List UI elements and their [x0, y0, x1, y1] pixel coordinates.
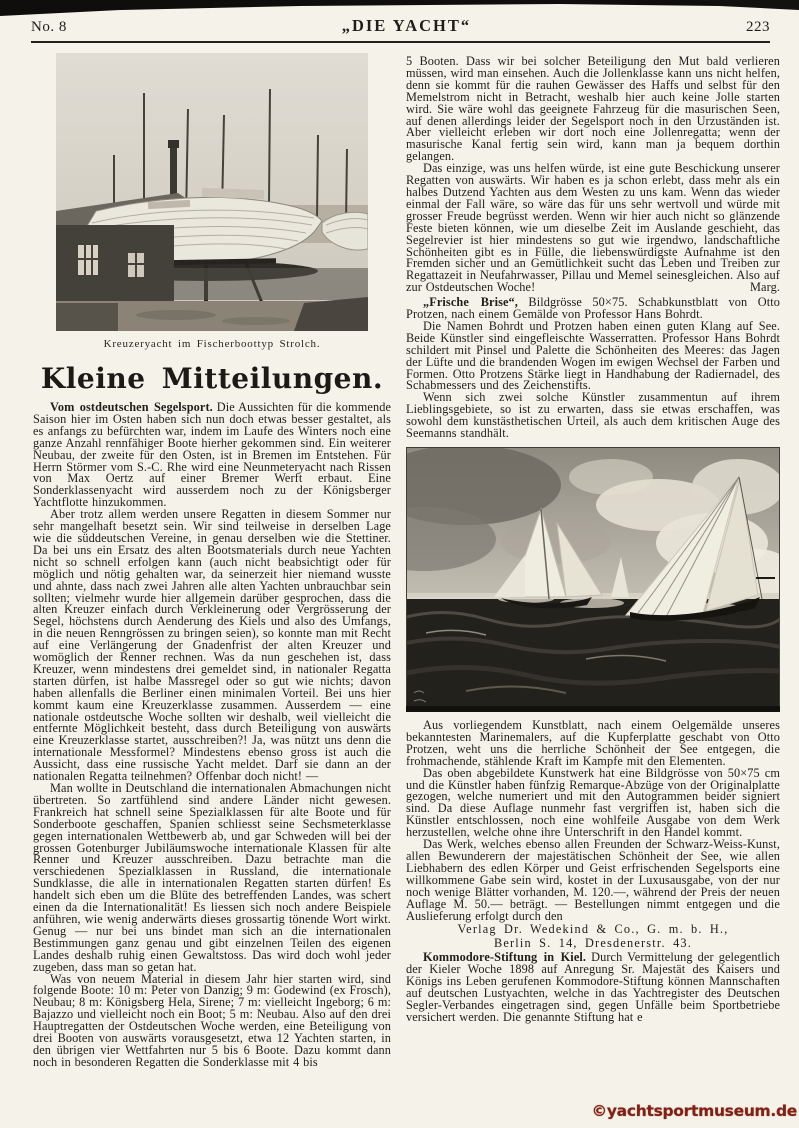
paragraph: [406, 163, 780, 294]
paragraph-text: Was von neuem Material in diesem Jahr hier starten wird, sind folgende Boote: 10 m: Peter von Danzig; 9 m: Godewind (ex Frosch), Neubau; 8 m: Königsberg Hela, Sirene; 7 m: vielleicht Ingeborg; 6 m: Bajazzo und vielleicht noch ein Boot; 5 m: Neubau. Also auf den drei Hauptregatten der Ostdeutschen Woche werden, eine Beteiligung von drei Booten von auswärts vorausgesetzt, etwa 12 Yachten starten, in den übrigen vier Wettfahrten nur 5 bis 6 Boote. Dazu kommt dann noch in besonderen Regatten die Sonderklasse mit 4 bis: [33, 971, 391, 1069]
journal-title: „DIE YACHT“: [341, 16, 472, 35]
paragraph: [33, 509, 391, 783]
photo-bottom-edge: [406, 706, 780, 712]
paragraph: [33, 971, 391, 1069]
paragraph-segelsport: [33, 402, 391, 509]
publisher-line-2: Berlin S. 14, Dresdenerstr. 43.: [493, 935, 693, 950]
author-signature: Marg.: [750, 280, 780, 295]
issue-number: No. 8: [31, 19, 67, 35]
paragraph: [406, 839, 780, 922]
page-number: 223: [746, 19, 770, 35]
paragraph-text: Das einzige, was uns helfen würde, ist eine gute Beschickung unserer Regatten von auswärts. Wir haben es ja schon erlebt, dass mehr als ein halbes Dutzend Yachten aus dem Westen zu uns kam. Wenn das wieder einmal der Fall wäre, so wäre das für uns sehr wertvoll und würde mit grosser Freude begrüsst werden. Wenn wir hier auch nicht so glänzende Feste bieten können, wie um dieselbe Zeit im Auslande geschieht, das Segelrevier ist hier mindestens so gut wie irgendwo, landschaftliche Schönheiten gibt es in Fülle, die liebenswürdigste Aufnahme ist den Fremden sicher und an Gemütlichkeit sucht das Leben und Treiben zur Regattazeit in Neufahrwasser, Pillau und Memel seinesgleichen. Also auf zur Ostdeutschen Woche!: [406, 161, 780, 295]
paragraph-text: Die Aussichten für die kommende Saison hier im Osten haben sich nun doch etwas besser gestaltet, als es anfangs zu befürchten war, indem im Laufe des Winters noch eine ganze Anzahl rennfähiger Boote hierher gekommen sind. Ein weiterer Neubau, der zweite für den Osten, ist in Bremen im Entstehen. Für Herrn Störmer vom S.-C. Rhe wird eine Neunmeteryacht nach Rissen von Max Oertz auf einer Bremer Werft erbaut. Eine Sonderklassenyacht wird ausserdem noch zu der Königsberger Yachtflotte hinzukommen.: [33, 400, 391, 510]
paragraph-text: Durch Vermittelung der gelegentlich der Kieler Woche 1898 auf Anregung Sr. Majestät des Kaisers und Königs ins Leben gerufenen Kommodore-Stiftung können Mannschaften auf deutschen Lustyachten, welche in das Yachtregister des Deutschen Segler-Verbandes eingetragen sind, gegen Unfälle beim Sportbetriebe versichert werden. Die genannte Stiftung hat e: [406, 950, 780, 1024]
paragraph-text: Wenn sich zwei solche Künstler zusammentun auf ihrem Lieblingsgebiete, so ist zu erwarten, dass sie etwas erschaffen, was sowohl dem kunstästhetischen Urteil, als auch dem kritischen Auge des Seemanns standhält.: [406, 390, 780, 441]
page-header: [31, 0, 770, 43]
boatyard-photo-image: [56, 53, 368, 331]
paragraph: [33, 783, 391, 974]
paragraph-lead: „Frische Brise“,: [423, 295, 518, 310]
paragraph-text: 5 Booten. Dass wir bei solcher Beteiligung den Mut bald verlieren müssen, wird man einsehen. Auch die Jollenklasse kann uns nicht helfen, denn sie kommt für die rauhen Gewässer des Haffs und selbst für den Memelstrom nicht in Betracht, weshalb hier auch keine Jolle starten wird. Sie wäre wohl das geeignete Fahrzeug für die masurischen Seen, auf denen allerdings leider der Segelsport noch in den Urzuständen ist. Aber vielleicht erleben wir dort noch eine Jollenregatta; wenn der masurische Kanal fertig sein wird, kann man ja bequem dorthin gelangen.: [406, 54, 780, 164]
paragraph-text: Bildgrösse 50×75. Schabkunstblatt von Otto Protzen, nach einem Gemälde von Professor Hans Bohrdt.: [406, 295, 780, 322]
section-heading: Kleine Mitteilungen.: [40, 362, 384, 395]
watermark-yachtsportmuseum: ©yachtsportmuseum.de: [591, 1102, 797, 1120]
right-column: [406, 53, 780, 1069]
two-column-layout: [0, 43, 799, 1069]
sea: [406, 599, 780, 712]
paragraph-text: Das Werk, welches ebenso allen Freunden der Schwarz-Weiss-Kunst, allen Bewunderern der majestätischen Schönheit der See, wie allen Liebhabern des edlen Körper und Geist erfrischenden Segelsports eine willkommene Gabe sein wird, kostet in der Luxusausgabe, von der nur noch wenige Blätter vorhanden, M. 120.—, während der Preis der neuen Auflage M. 50.— beträgt. — Bestellungen nimmt entgegen und die Auslieferung erfolgt durch den: [406, 837, 780, 923]
boatyard-photo: [56, 53, 368, 331]
paragraph-frische-brise: [406, 297, 780, 321]
paragraph: [406, 318, 780, 393]
paragraph-text: Man wollte in Deutschland die internationalen Abmachungen nicht übertreten. So zartfühlend sind andere Länder nicht gewesen. Frankreich hat schnell seine Spezialklassen für alte Boote und für Sonderboote geschaffen, Spanien schliesst seine Sechsmeterklasse gegen internationalen Wettbewerb ab, und gar Schweden will bei der grossen Gotenburger Jubiläumswoche internationale Klassen für alte Renner und Kreuzer ausschreiben. Dazu betrachte man die verschiedenen Spezialklassen in Russland, die internationale Sundklasse, die alle in internationalen Regatten starten dürfen! Es handelt sich eben um die Blüte des betreffenden Landes, was schert einen da die Internationalität! Es liessen sich noch andere Beispiele anführen, wie wenig anderwärts dieses grossartig tönende Wort wirkt. Genug — nur bei uns bindet man sich an die internationalen Bestimmungen ganz genau und gibt einzelnen Teilen des eigenen Landes deshalb ruhig einen Gewaltstoss. Das wird doch wohl jeder zugeben, dass man so getan hat.: [33, 781, 391, 974]
paragraph-kommodore-stiftung: [406, 952, 780, 1023]
paragraph-text: Die Namen Bohrdt und Protzen haben einen guten Klang auf See. Beide Künstler sind eingefleischte Wasserratten. Professor Hans Bohrdt schildert mit Pinsel und Palette die Schönheiten des Meeres: das Jagen der Lüfte und die brandenden Wogen im ewigen Wechsel der Farben und Formen. Otto Protzens Stärke liegt in Handhabung der Radiernadel, des Schabmessers und des Zeichenstifts.: [406, 318, 780, 393]
paragraph-text: Aus vorliegendem Kunstblatt, nach einem Oelgemälde unseres bekanntesten Marinemalers, auf die Kupferplatte geschabt von Otto Protzen, weht uns die herrliche Schönheit der See entgegen, die frohmachende, stählende Kraft im Kampfe mit den Elementen.: [406, 718, 780, 768]
paragraph-text: Aber trotz allem werden unsere Regatten in diesem Sommer nur sehr mangelhaft besetzt sein. Wir sind teilweise in derselben Lage wie die süddeutschen Vereine, in genau derselben wie die Stettiner. Da bei uns ein Ersatz des alten Bootsmaterials durch neue Yachten nicht so schnell erfolgen kann (auch nicht beabsichtigt oder für möglich und nötig gehalten war, da seinerzeit hier niemand wusste und ahnte, dass nach zwei Jahren alle alten Yachten unbrauchbar sein sollten; vielmehr wurde hier allgemein darüber gesprochen, dass die alten Kreuzer einfach durch Verkleinerung oder Vergrösserung der Segel, höchstens durch Aenderung des Kiels und also des Umfangs, in die neuen Renngrössen zu bringen seien), so konnte man mit Recht auf eine Verlängerung der Gnadenfrist der alten Kreuzer und womöglich der Renner rechnen. Was da nun geschehen ist, dass Kreuzer, wenn mindestens drei gemeldet sind, in nationaler Regatta starten dürfen, ist halbe Massregel oder so gut wie nichts; davon haben allenfalls die Berliner einen minimalen Vorteil. Bei uns hier kommt kaum eine Kreuzerklasse zusammen. Ausserdem — eine nationale ostdeutsche Woche sollten wir deshalb, weil vielleicht die entfernte Möglichkeit besteht, dass durch Beteiligung von auswärts eine Kreuzerklasse startet, ausschreiben?! Ja, was nützt uns denn die internationale Messformel? Mindestens ebenso gross ist auch die Aussicht, dass eine russische Yacht meldet. Darf sie dann an der nationalen Regatta teilnehmen? Offenbar doch nicht! —: [33, 507, 391, 784]
shed-wall: [56, 225, 174, 305]
photo-caption: Kreuzeryacht im Fischerboottyp Strolch.: [103, 338, 321, 350]
ground: [56, 297, 368, 331]
publisher-line-1: Verlag Dr. Wedekind & Co., G. m. b. H.,: [457, 922, 729, 937]
paragraph: [406, 720, 780, 768]
paragraph-lead: Kommodore-Stiftung in Kiel.: [423, 950, 587, 965]
under-hull-shade: [174, 268, 368, 300]
paragraph: [406, 392, 780, 440]
paragraph: [406, 765, 780, 840]
left-column: [33, 53, 391, 1069]
seascape-photo-image: [406, 447, 780, 712]
paragraph-continuation: [406, 56, 780, 163]
seascape-photo: [406, 447, 780, 712]
paragraph-text: Das oben abgebildete Kunstwerk hat eine Bildgrösse von 50×75 cm und die Künstler haben fünfzig Remarque-Abzüge von der Originalplatte gezogen, welche numeriert und mit den Autogrammen beider signiert sind. Da diese Auflage nunmehr fast vergriffen ist, haben sich die Künstler entschlossen, noch eine wohlfeile Ausgabe von dem Werk herzustellen, welche ohne ihre Unterschrift in den Handel kommt.: [406, 765, 780, 840]
paragraph-lead: Vom ostdeutschen Segelsport.: [50, 400, 213, 414]
